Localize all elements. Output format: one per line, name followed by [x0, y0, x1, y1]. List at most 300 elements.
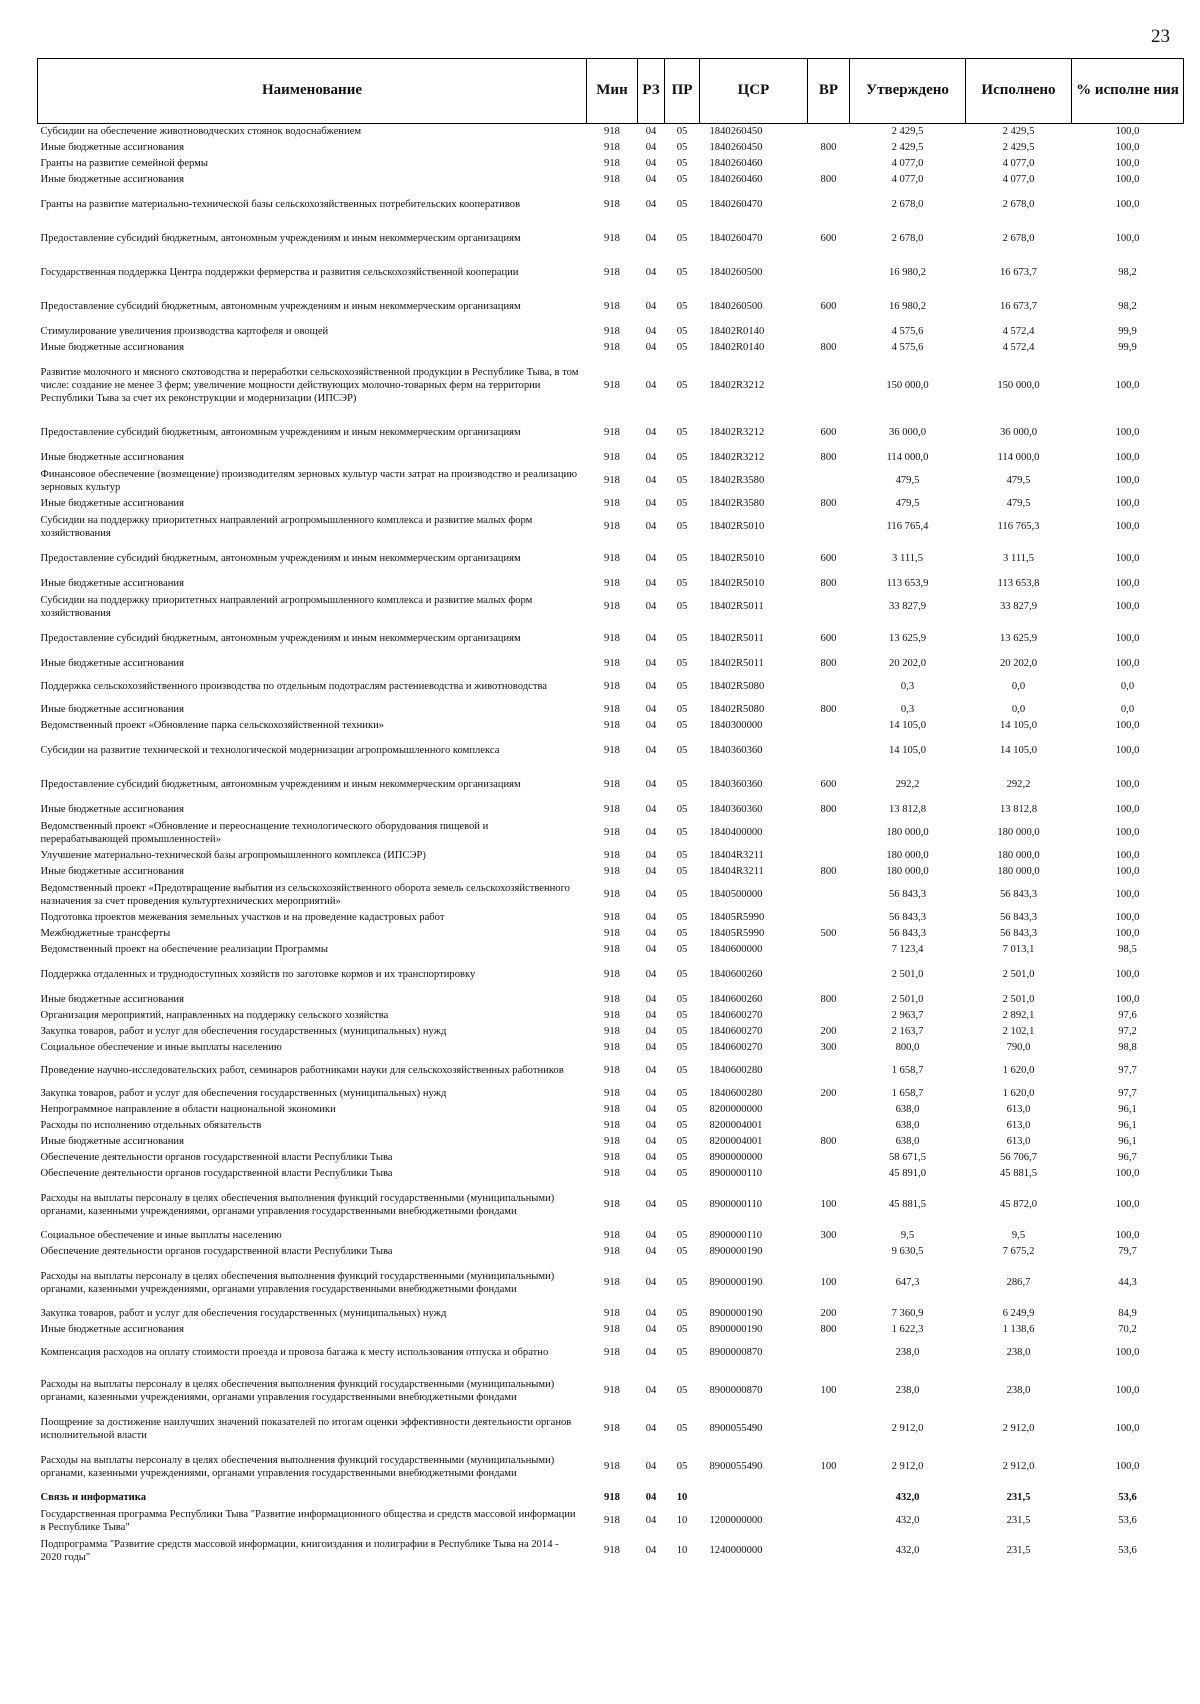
cell-csr: 1840260470 — [709, 233, 763, 244]
cell-vr: 300 — [820, 1042, 837, 1053]
cell-name: Межбюджетные трансферты — [40, 928, 171, 939]
cell-approved: 180 000,0 — [886, 827, 929, 838]
cell-name: Ведомственный проект на обеспечение реализации Программы — [40, 944, 329, 955]
cell-name: Расходы на выплаты персоналу в целях обеспечения выполнения функций государственными (муниципальными) органами, казенными учреждениями, органами управления государственными внебюджетными фондами — [40, 1378, 555, 1403]
cell-executed: 1 620,0 — [1002, 1065, 1035, 1076]
cell-executed: 20 202,0 — [999, 658, 1038, 669]
cell-approved: 0,3 — [900, 704, 915, 715]
cell-percent: 100,0 — [1115, 889, 1140, 900]
cell-pr: 05 — [676, 889, 688, 900]
cell-executed: 9,5 — [1011, 1230, 1026, 1241]
cell-vr — [808, 1102, 850, 1118]
cell-pr: 05 — [676, 174, 688, 185]
cell-percent: 100,0 — [1115, 779, 1140, 790]
cell-vr: 200 — [820, 1308, 837, 1319]
cell-percent: 100,0 — [1115, 126, 1140, 138]
cell-csr: 1840260450 — [709, 142, 763, 153]
cell-name: Ведомственный проект «Обновление и переоснащение технологического оборудования пищевой и перерабатывающей промышленностей» — [40, 820, 489, 845]
cell-rz: 04 — [645, 1515, 657, 1526]
cell-csr: 8900000190 — [709, 1324, 763, 1335]
cell-csr: 1840600000 — [709, 944, 763, 955]
table-row — [38, 324, 1184, 340]
cell-name: Государственная программа Республики Тыва "Развитие информационного общества и средств массовой информации в Республике Тыва" — [40, 1508, 576, 1533]
cell-pr: 05 — [676, 1168, 688, 1179]
cell-percent: 100,0 — [1115, 633, 1140, 644]
table-row — [38, 656, 1184, 672]
cell-vr — [808, 188, 850, 222]
cell-rz: 04 — [645, 1324, 657, 1335]
cell-vr — [808, 1244, 850, 1260]
cell-pr: 05 — [676, 1152, 688, 1163]
cell-executed: 180 000,0 — [997, 866, 1040, 877]
cell-csr: 18402R0140 — [709, 326, 765, 337]
cell-vr: 800 — [820, 498, 837, 509]
cell-pr: 05 — [676, 1324, 688, 1335]
cell-min: 918 — [604, 174, 620, 185]
table-row — [38, 1166, 1184, 1182]
table-row — [38, 734, 1184, 768]
cell-executed: 13 625,9 — [999, 633, 1038, 644]
table-row — [38, 450, 1184, 466]
cell-percent: 100,0 — [1115, 427, 1140, 438]
cell-rz: 04 — [645, 944, 657, 955]
cell-percent: 0,0 — [1120, 681, 1135, 692]
cell-csr: 18405R5990 — [709, 912, 765, 923]
cell-rz: 04 — [645, 1199, 657, 1210]
table-row — [38, 992, 1184, 1008]
cell-rz: 04 — [645, 475, 657, 486]
cell-name: Предоставление субсидий бюджетным, автономным учреждениям и иным некоммерческим организациям — [40, 779, 521, 790]
cell-min: 918 — [604, 1230, 620, 1241]
cell-csr: 18402R5010 — [709, 521, 765, 532]
cell-min: 918 — [604, 1136, 620, 1147]
table-row — [38, 1368, 1184, 1414]
cell-percent: 98,2 — [1118, 267, 1137, 278]
cell-rz: 04 — [645, 720, 657, 731]
cell-executed: 0,0 — [1011, 704, 1026, 715]
cell-vr: 800 — [820, 658, 837, 669]
cell-percent: 100,0 — [1115, 475, 1140, 486]
table-row — [38, 256, 1184, 290]
cell-vr — [808, 592, 850, 622]
cell-approved: 292,2 — [895, 779, 920, 790]
cell-vr — [808, 256, 850, 290]
cell-min: 918 — [604, 427, 620, 438]
cell-rz: 04 — [645, 521, 657, 532]
cell-executed: 2 678,0 — [1002, 233, 1035, 244]
cell-csr: 1840600260 — [709, 969, 763, 980]
cell-name: Расходы на выплаты персоналу в целях обеспечения выполнения функций государственными (муниципальными) органами, казенными учреждениями, органами управления государственными внебюджетными фондами — [40, 1454, 555, 1479]
cell-name: Предоставление субсидий бюджетным, автономным учреждениям и иным некоммерческим организациям — [40, 633, 521, 644]
cell-percent: 97,6 — [1118, 1010, 1137, 1021]
cell-rz: 04 — [645, 1461, 657, 1472]
cell-name: Обеспечение деятельности органов государственной власти Республики Тыва — [40, 1152, 393, 1163]
cell-csr: 1840300000 — [709, 720, 763, 731]
cell-executed: 2 912,0 — [1002, 1423, 1035, 1434]
cell-min: 918 — [604, 1545, 620, 1556]
cell-approved: 4 077,0 — [891, 158, 924, 169]
cell-executed: 2 892,1 — [1002, 1010, 1035, 1021]
cell-csr: 18402R3580 — [709, 498, 765, 509]
cell-approved: 36 000,0 — [888, 427, 927, 438]
cell-name: Финансовое обеспечение (возмещение) производителям зерновых культур части затрат на производство и реализацию зерновых культур — [40, 468, 578, 493]
table-row — [38, 1086, 1184, 1102]
cell-min: 918 — [604, 1324, 620, 1335]
cell-executed: 14 105,0 — [999, 745, 1038, 756]
table-row — [38, 958, 1184, 992]
table-row — [38, 802, 1184, 818]
cell-rz: 04 — [645, 199, 657, 210]
cell-executed: 7 675,2 — [1002, 1246, 1035, 1257]
cell-rz: 04 — [645, 827, 657, 838]
table-row — [38, 1150, 1184, 1166]
cell-approved: 180 000,0 — [886, 850, 929, 861]
cell-approved: 56 843,3 — [888, 928, 927, 939]
cell-vr: 800 — [820, 994, 837, 1005]
cell-pr: 05 — [676, 427, 688, 438]
cell-executed: 292,2 — [1006, 779, 1031, 790]
cell-vr: 600 — [820, 233, 837, 244]
table-row — [38, 124, 1184, 140]
cell-pr: 05 — [676, 126, 688, 138]
cell-min: 918 — [604, 301, 620, 312]
cell-vr: 500 — [820, 928, 837, 939]
cell-percent: 97,7 — [1118, 1088, 1137, 1099]
cell-csr: 1840600280 — [709, 1088, 763, 1099]
cell-approved: 20 202,0 — [888, 658, 927, 669]
cell-percent: 53,6 — [1118, 1515, 1137, 1526]
cell-csr: 8900000190 — [709, 1277, 763, 1288]
cell-approved: 9 630,5 — [891, 1246, 924, 1257]
table-row — [38, 1244, 1184, 1260]
cell-percent: 97,2 — [1118, 1026, 1137, 1037]
cell-rz: 04 — [645, 158, 657, 169]
cell-rz: 04 — [645, 498, 657, 509]
cell-executed: 2 429,5 — [1002, 142, 1035, 153]
cell-csr: 8900055490 — [709, 1461, 763, 1472]
cell-min: 918 — [604, 1104, 620, 1115]
cell-name: Предоставление субсидий бюджетным, автономным учреждениям и иным некоммерческим организациям — [40, 427, 521, 438]
cell-min: 918 — [604, 553, 620, 564]
cell-rz: 04 — [645, 912, 657, 923]
cell-percent: 100,0 — [1115, 1199, 1140, 1210]
cell-rz: 04 — [645, 174, 657, 185]
cell-percent: 100,0 — [1115, 1461, 1140, 1472]
cell-csr: 1840260470 — [709, 199, 763, 210]
cell-vr — [808, 958, 850, 992]
cell-csr: 8900000000 — [709, 1152, 763, 1163]
cell-executed: 33 827,9 — [999, 601, 1038, 612]
cell-name: Поддержка отдаленных и труднодоступных хозяйств по заготовке кормов и их транспортировку — [40, 969, 476, 980]
cell-min: 918 — [604, 601, 620, 612]
cell-pr: 05 — [676, 681, 688, 692]
cell-rz: 04 — [645, 850, 657, 861]
cell-csr: 1840400000 — [709, 827, 763, 838]
cell-csr: 1840260500 — [709, 301, 763, 312]
cell-pr: 05 — [676, 142, 688, 153]
table-row — [38, 1506, 1184, 1536]
table-row — [38, 576, 1184, 592]
cell-vr: 100 — [820, 1461, 837, 1472]
cell-pr: 05 — [676, 578, 688, 589]
cell-name: Социальное обеспечение и иные выплаты населению — [40, 1230, 282, 1241]
cell-name: Иные бюджетные ассигнования — [40, 1136, 184, 1147]
cell-percent: 100,0 — [1115, 142, 1140, 153]
cell-pr: 05 — [676, 380, 688, 391]
cell-min: 918 — [604, 267, 620, 278]
cell-min: 918 — [604, 866, 620, 877]
cell-percent: 100,0 — [1115, 521, 1140, 532]
cell-approved: 45 891,0 — [888, 1168, 927, 1179]
cell-vr — [808, 1414, 850, 1444]
cell-min: 918 — [604, 1246, 620, 1257]
cell-executed: 4 572,4 — [1002, 326, 1035, 337]
cell-rz: 04 — [645, 1277, 657, 1288]
cell-vr — [808, 466, 850, 496]
cell-csr: 8900000110 — [709, 1199, 763, 1210]
cell-approved: 13 812,8 — [888, 804, 927, 815]
cell-min: 918 — [604, 199, 620, 210]
cell-percent: 100,0 — [1115, 850, 1140, 861]
table-row — [38, 172, 1184, 188]
cell-pr: 05 — [676, 1423, 688, 1434]
cell-approved: 14 105,0 — [888, 745, 927, 756]
cell-vr — [808, 910, 850, 926]
cell-approved: 4 575,6 — [891, 342, 924, 353]
header-approved: Утверждено — [850, 59, 966, 124]
cell-name: Иные бюджетные ассигнования — [40, 342, 184, 353]
cell-min: 918 — [604, 928, 620, 939]
cell-executed: 2 501,0 — [1002, 994, 1035, 1005]
cell-min: 918 — [604, 142, 620, 153]
cell-csr: 18402R3212 — [709, 380, 765, 391]
table-row — [38, 622, 1184, 656]
cell-approved: 2 429,5 — [891, 126, 924, 138]
cell-approved: 2 501,0 — [891, 994, 924, 1005]
cell-rz: 04 — [645, 342, 657, 353]
cell-min: 918 — [604, 944, 620, 955]
table-row — [38, 156, 1184, 172]
table-row — [38, 542, 1184, 576]
cell-name: Иные бюджетные ассигнования — [40, 658, 184, 669]
cell-executed: 4 077,0 — [1002, 158, 1035, 169]
cell-pr: 05 — [676, 1120, 688, 1131]
cell-percent: 96,1 — [1118, 1136, 1137, 1147]
table-row — [38, 1260, 1184, 1306]
cell-approved: 150 000,0 — [886, 380, 929, 391]
cell-rz: 04 — [645, 1246, 657, 1257]
cell-min: 918 — [604, 720, 620, 731]
cell-name: Субсидии на обеспечение животноводческих стоянок водоснабжением — [40, 126, 362, 138]
cell-rz: 04 — [645, 553, 657, 564]
cell-approved: 2 501,0 — [891, 969, 924, 980]
cell-executed: 286,7 — [1006, 1277, 1031, 1288]
cell-percent: 100,0 — [1115, 1168, 1140, 1179]
cell-csr: 8900000110 — [709, 1168, 763, 1179]
cell-csr: 18402R3580 — [709, 475, 765, 486]
cell-percent: 100,0 — [1115, 553, 1140, 564]
cell-name: Иные бюджетные ассигнования — [40, 704, 184, 715]
cell-approved: 432,0 — [895, 1515, 920, 1526]
cell-percent: 100,0 — [1115, 994, 1140, 1005]
table-row — [38, 910, 1184, 926]
cell-approved: 2 678,0 — [891, 233, 924, 244]
table-row — [38, 880, 1184, 910]
cell-percent: 96,1 — [1118, 1120, 1137, 1131]
table-row — [38, 356, 1184, 416]
cell-name: Компенсация расходов на оплату стоимости проезда и провоза багажа к месту использования отпуска и обратно — [40, 1347, 549, 1358]
cell-name: Предоставление субсидий бюджетным, автономным учреждениям и иным некоммерческим организациям — [40, 301, 521, 312]
table-row — [38, 1490, 1184, 1506]
cell-percent: 98,5 — [1118, 944, 1137, 955]
cell-csr: 18402R0140 — [709, 342, 765, 353]
cell-vr — [808, 512, 850, 542]
cell-rz: 04 — [645, 1065, 657, 1076]
cell-name: Ведомственный проект «Обновление парка сельскохозяйственной техники» — [40, 720, 385, 731]
cell-executed: 4 077,0 — [1002, 174, 1035, 185]
cell-min: 918 — [604, 850, 620, 861]
cell-pr: 05 — [676, 1461, 688, 1472]
cell-name: Иные бюджетные ассигнования — [40, 866, 184, 877]
cell-csr: 8900000110 — [709, 1230, 763, 1241]
cell-vr — [808, 1150, 850, 1166]
table-row — [38, 818, 1184, 848]
table-row — [38, 848, 1184, 864]
table-row — [38, 1102, 1184, 1118]
cell-rz: 04 — [645, 1385, 657, 1396]
cell-min: 918 — [604, 1515, 620, 1526]
cell-name: Поощрение за достижение наилучших значений показателей по итогам оценки эффективности деятельности органов исполнительной власти — [40, 1416, 572, 1441]
cell-pr: 05 — [676, 199, 688, 210]
cell-pr: 05 — [676, 720, 688, 731]
cell-min: 918 — [604, 1026, 620, 1037]
cell-pr: 05 — [676, 1104, 688, 1115]
cell-rz: 04 — [645, 745, 657, 756]
cell-executed: 1 138,6 — [1002, 1324, 1035, 1335]
cell-approved: 432,0 — [895, 1545, 920, 1556]
cell-vr: 600 — [820, 779, 837, 790]
cell-name: Закупка товаров, работ и услуг для обеспечения государственных (муниципальных) нужд — [40, 1308, 447, 1319]
cell-rz: 04 — [645, 1088, 657, 1099]
cell-csr: 8200000000 — [709, 1104, 763, 1115]
cell-csr: 18405R5990 — [709, 928, 765, 939]
cell-csr: 1840500000 — [709, 889, 763, 900]
cell-min: 918 — [604, 1168, 620, 1179]
cell-executed: 16 673,7 — [999, 267, 1038, 278]
cell-approved: 647,3 — [895, 1277, 920, 1288]
table-row — [38, 1414, 1184, 1444]
cell-approved: 2 429,5 — [891, 142, 924, 153]
cell-vr: 200 — [820, 1026, 837, 1037]
cell-vr: 800 — [820, 342, 837, 353]
cell-min: 918 — [604, 578, 620, 589]
cell-pr: 05 — [676, 267, 688, 278]
cell-executed: 613,0 — [1006, 1136, 1031, 1147]
cell-pr: 05 — [676, 969, 688, 980]
cell-vr — [808, 880, 850, 910]
cell-vr — [808, 734, 850, 768]
cell-pr: 05 — [676, 452, 688, 463]
cell-csr: 18402R5011 — [709, 601, 764, 612]
cell-vr — [808, 356, 850, 416]
cell-executed: 56 706,7 — [999, 1152, 1038, 1163]
cell-vr: 600 — [820, 301, 837, 312]
cell-rz: 04 — [645, 658, 657, 669]
cell-name: Подпрограмма "Развитие средств массовой информации, книгоиздания и полиграфии в Республике Тыва на 2014 - 2020 годы" — [40, 1538, 559, 1563]
cell-pr: 05 — [676, 827, 688, 838]
cell-pr: 05 — [676, 1347, 688, 1358]
table-body — [38, 124, 1184, 1566]
cell-executed: 36 000,0 — [999, 427, 1038, 438]
cell-approved: 113 653,9 — [886, 578, 929, 589]
cell-vr — [808, 1056, 850, 1086]
cell-percent: 98,8 — [1118, 1042, 1137, 1053]
cell-executed: 2 678,0 — [1002, 199, 1035, 210]
cell-percent: 100,0 — [1115, 969, 1140, 980]
cell-pr: 05 — [676, 1136, 688, 1147]
cell-executed: 231,5 — [1006, 1545, 1031, 1556]
cell-min: 918 — [604, 1065, 620, 1076]
cell-vr — [808, 848, 850, 864]
cell-rz: 04 — [645, 142, 657, 153]
cell-percent: 100,0 — [1115, 174, 1140, 185]
cell-rz: 04 — [645, 994, 657, 1005]
cell-pr: 05 — [676, 1246, 688, 1257]
cell-approved: 800,0 — [895, 1042, 920, 1053]
cell-name: Иные бюджетные ассигнования — [40, 994, 184, 1005]
cell-name: Непрограммное направление в области национальной экономики — [40, 1104, 336, 1115]
cell-executed: 613,0 — [1006, 1104, 1031, 1115]
cell-executed: 2 429,5 — [1002, 126, 1035, 138]
cell-executed: 3 111,5 — [1003, 553, 1034, 564]
cell-name: Субсидии на поддержку приоритетных направлений агропромышленного комплекса и развитие малых форм хозяйствования — [40, 514, 533, 539]
table-row — [38, 1008, 1184, 1024]
cell-csr: 8900000190 — [709, 1246, 763, 1257]
cell-name: Иные бюджетные ассигнования — [40, 1324, 184, 1335]
cell-pr: 05 — [676, 804, 688, 815]
cell-executed: 238,0 — [1006, 1347, 1031, 1358]
cell-name: Гранты на развитие материально-технической базы сельскохозяйственных потребительских кооперативов — [40, 199, 521, 210]
cell-rz: 04 — [645, 1104, 657, 1115]
cell-csr: 1840260450 — [709, 126, 763, 138]
cell-approved: 16 980,2 — [888, 301, 927, 312]
cell-name: Субсидии на развитие технической и технологической модернизации агропромышленного комплекса — [40, 745, 500, 756]
table-row — [38, 512, 1184, 542]
cell-vr: 100 — [820, 1199, 837, 1210]
cell-name: Расходы по исполнению отдельных обязательств — [40, 1120, 262, 1131]
cell-approved: 1 658,7 — [891, 1088, 924, 1099]
cell-approved: 56 843,3 — [888, 889, 927, 900]
cell-name: Социальное обеспечение и иные выплаты населению — [40, 1042, 282, 1053]
cell-name: Подготовка проектов межевания земельных участков и на проведение кадастровых работ — [40, 912, 445, 923]
cell-vr — [808, 156, 850, 172]
cell-rz: 04 — [645, 1042, 657, 1053]
cell-rz: 04 — [645, 1545, 657, 1556]
cell-executed: 2 912,0 — [1002, 1461, 1035, 1472]
header-name: Наименование — [38, 59, 587, 124]
cell-vr: 800 — [820, 704, 837, 715]
cell-pr: 05 — [676, 779, 688, 790]
cell-percent: 70,2 — [1118, 1324, 1137, 1335]
table-row — [38, 1040, 1184, 1056]
cell-pr: 05 — [676, 475, 688, 486]
table-row — [38, 1306, 1184, 1322]
cell-percent: 100,0 — [1115, 1347, 1140, 1358]
cell-percent: 99,9 — [1118, 326, 1137, 337]
cell-executed: 7 013,1 — [1002, 944, 1035, 955]
cell-pr: 05 — [676, 658, 688, 669]
cell-name: Иные бюджетные ассигнования — [40, 452, 184, 463]
